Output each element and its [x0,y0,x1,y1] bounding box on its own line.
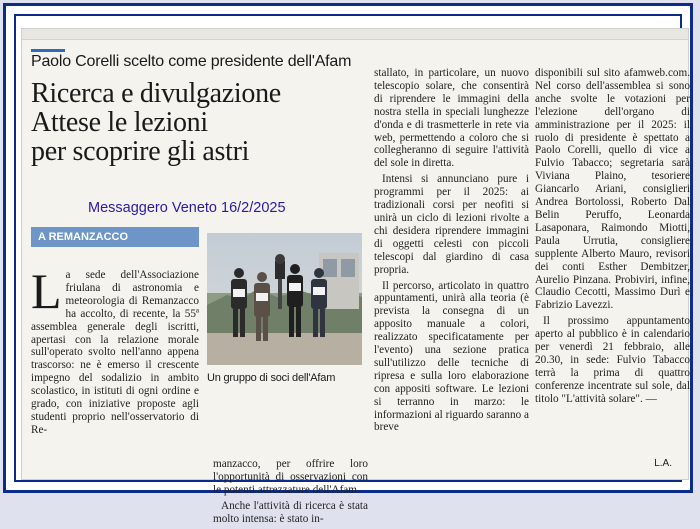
previous-article-strip [22,29,688,40]
paragraph: Il percorso, articolato in quattro appuntamenti, unirà alla teoria (è prevista la consegna di un apposito manuale a colori, realizzato specificatamente per l'evento) una sezione pratica sull'utilizzo delle tecniche di ripresa e sulla loro elaborazione con appositi software. Le lezioni si terranno in marzo: le informazioni al riguardo saranno a breve [374,279,529,434]
kicker-accent-line [31,49,65,52]
headline-line: Ricerca e divulgazione [31,78,281,109]
article-column-1 [31,263,199,440]
photo-caption: Un gruppo di soci dell'Afam [207,372,336,384]
photo-illustration [207,233,362,365]
article-kicker: Paolo Corelli scelto come presidente dell'Afam [31,53,352,70]
article-headline [31,79,361,166]
article-column-2 [213,458,368,529]
paragraph: stallato, in particolare, un nuovo telescopio solare, che consentirà di riprendere le immagini della nostra stella in speciali lunghezze d'onda e di trasmetterle in rete via web, permettendo a coloro che si collegheranno di seguire l'attività del sole in diretta. [374,67,529,170]
inner-frame [14,14,690,525]
paragraph: Anche l'attività di ricerca è stata molto intensa: è stato in- [213,499,368,525]
author-initials: L.A. [654,458,672,469]
location-tag: A REMANZACCO [31,227,199,247]
article-column-4 [535,67,690,409]
article-column-3 [374,67,529,437]
headline-line: per scoprire gli astri [31,136,250,167]
paragraph: disponibili sul sito afamweb.com. Nel corso dell'assemblea si sono anche svolte le votazioni per l'elezione dell'organo di amministrazione per il 2025: il ruolo di presidente è spettato a Paolo Corelli, quello di vice a Fulvio Tabacco; segretaria sarà Viviana Plaino, tesoriere Giancarlo Ariani, consiglieri Andrea Bortolossi, Roberto Dal Belin Peruffo, Leonarda Lasaponara, Raimondo Miotti, Paula Urrutia, consigliere supplente Alberto Mauro, revisori dei conti Esther Dembitzer, Aurelio Pinzana. Probiviri, infine, Claudio Cecotti, Massimo Durì e Fabrizio Lavezzi. [535,67,690,312]
newspaper-clipping [21,28,690,525]
paragraph [31,263,199,437]
drop-cap: L [31,263,62,319]
paragraph: Intensi si annunciano pure i programmi per il 2025: ai tradizionali corsi per neofiti si unirà un ciclo di lezioni rivolte a chi desidera riprendere immagini di oggetti celesti con piccoli telescopi dal giardino di casa propria. [374,173,529,276]
source-watermark: Messaggero Veneto 16/2/2025 [88,200,286,216]
outer-frame [3,3,693,525]
paragraph: manzacco, per offrire loro l'opportunità di osservazioni con le potenti attrezzature dell'Afam. [213,458,368,496]
headline-line: Attese le lezioni [31,107,208,138]
paragraph: Il prossimo appuntamento aperto al pubblico è in calendario per venerdì 21 febbraio, alle 20.30, in sede: Fulvio Tabacco terrà la prima di quattro conferenze incentrate sul sole, dal titolo "L'attività solare". — [535,315,690,405]
group-photo [207,233,362,365]
paragraph-text: a sede dell'Associazione friulana di astronomia e meteorologia di Remanzacco ha accolto, di recente, la 55ª assemblea generale degli iscritti, apertasi con la relazione morale sull'operato svolto nell'anno appena trascorso: ne è emerso il crescente impegno del sodalizio in ambito scolastico, in istituti di ogni ordine e grado, con iniziative proposte agli studenti proprio nell'osservatorio di Re- [31,269,199,436]
